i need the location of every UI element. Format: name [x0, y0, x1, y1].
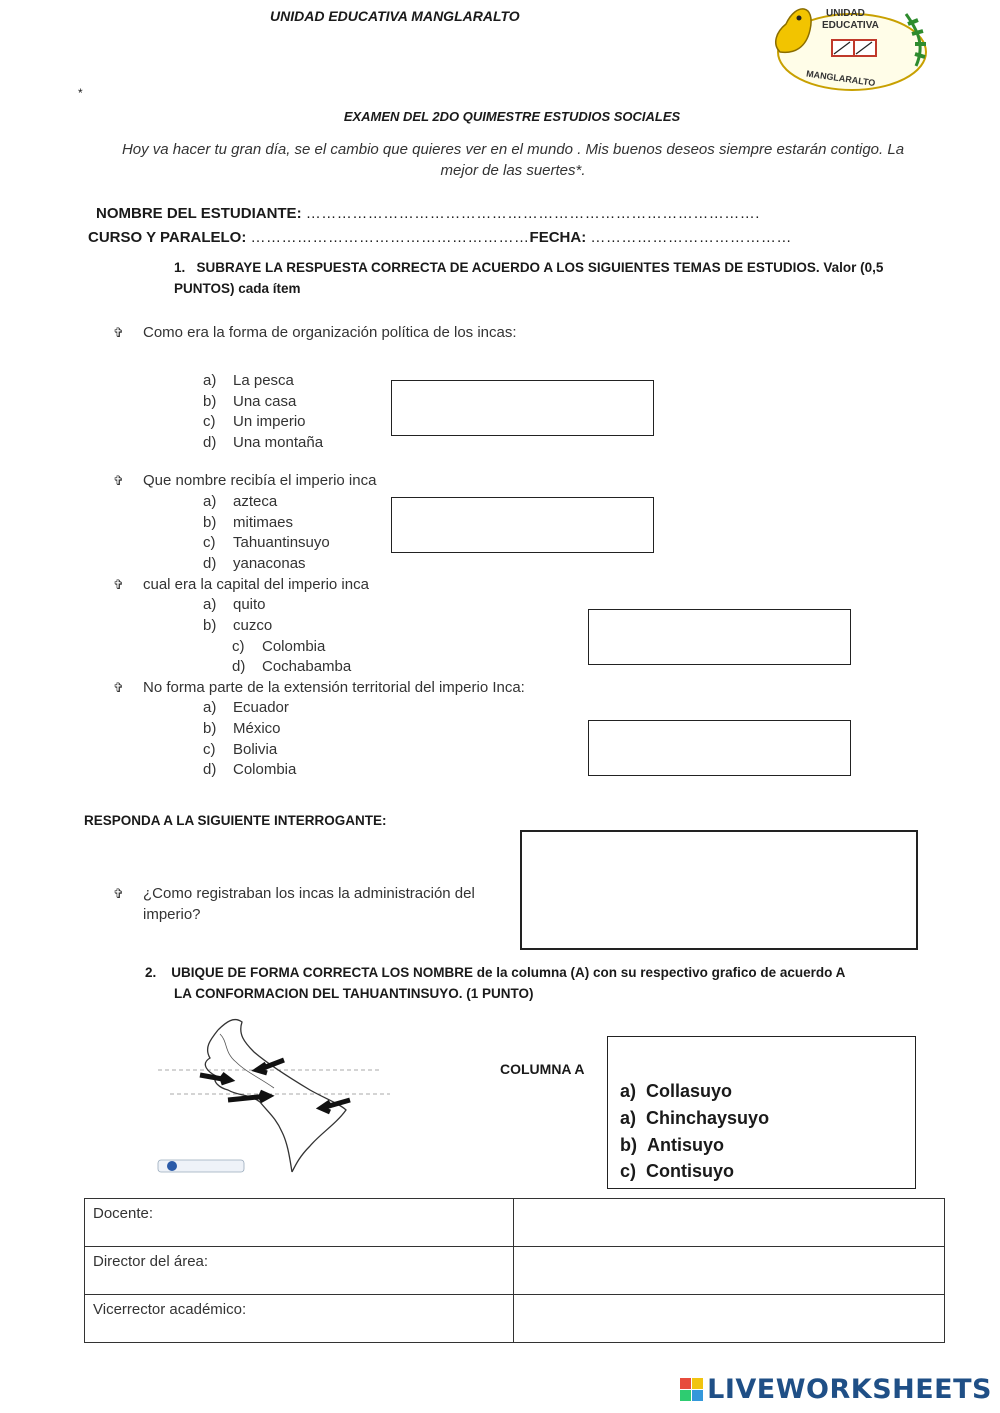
student-name-field[interactable]: …………………………………………………………………………….	[305, 205, 760, 222]
signature-table	[84, 1198, 945, 1343]
student-name-row	[96, 205, 760, 222]
option[interactable]: d) Colombia	[203, 761, 297, 778]
option[interactable]: d) Cochabamba	[232, 658, 352, 675]
answer-box-2[interactable]	[391, 497, 654, 553]
publisher-logo-icon	[167, 1161, 177, 1171]
exam-title: EXAMEN DEL 2DO QUIMESTRE ESTUDIOS SOCIALES	[343, 109, 681, 124]
question-text: cual era la capital del imperio inca	[143, 576, 369, 593]
column-a-item[interactable]: c) Contisuyo	[620, 1161, 735, 1181]
open-question-text: ¿Como registraban los incas la administración del imperio?	[143, 885, 475, 923]
school-name: UNIDAD EDUCATIVA MANGLARALTO	[270, 8, 520, 24]
liveworksheets-watermark	[680, 1374, 992, 1405]
section1-number: 1.	[174, 260, 186, 275]
cross-bullet-icon: ✞	[113, 577, 124, 592]
open-question-heading: RESPONDA A LA SIGUIENTE INTERROGANTE:	[84, 813, 387, 828]
motto-text: Hoy va hacer tu gran día, se el cambio que quieres ver en el mundo . Mis buenos deseos siempre estarán contigo. La mejor de las suertes*.	[121, 141, 905, 179]
question-text: No forma parte de la extensión territorial del imperio Inca:	[143, 679, 525, 696]
option[interactable]: b) cuzco	[203, 617, 273, 634]
liveworksheets-logo: LIVEWORKSHEETS	[707, 1374, 992, 1405]
open-question	[113, 883, 475, 925]
question-text: Que nombre recibía el imperio inca	[143, 472, 377, 489]
option[interactable]: b) mitimaes	[203, 514, 294, 531]
section2-title-line1: UBIQUE DE FORMA CORRECTA LOS NOMBRE de la columna (A) con su respectivo grafico de acuerdo A	[171, 965, 846, 980]
signature-cell[interactable]	[514, 1295, 945, 1343]
answer-box-3[interactable]	[588, 609, 851, 665]
student-name-label: NOMBRE DEL ESTUDIANTE:	[96, 205, 302, 222]
question-3	[113, 576, 369, 593]
tahuantinsuyo-map	[150, 1012, 395, 1177]
course-label: CURSO Y PARALELO:	[88, 229, 247, 246]
signature-label: Vicerrector académico:	[85, 1295, 514, 1343]
date-label: FECHA:	[529, 229, 587, 246]
question-4	[113, 679, 525, 696]
option[interactable]: b) Una casa	[203, 393, 297, 410]
star-mark: *	[78, 86, 83, 100]
logo-text-bottom: MANGLARALTO	[805, 68, 876, 89]
section2-title	[145, 962, 845, 1004]
option[interactable]: a) La pesca	[203, 372, 294, 389]
cross-bullet-icon: ✞	[113, 473, 124, 488]
map-coastline	[205, 1030, 292, 1172]
option[interactable]: a) quito	[203, 596, 266, 613]
option[interactable]: c) Bolivia	[203, 741, 278, 758]
course-field[interactable]: ………………………………………………	[250, 229, 530, 246]
cross-bullet-icon: ✞	[113, 680, 124, 695]
course-date-row	[88, 229, 792, 246]
logo-text-top: UNIDAD	[826, 8, 865, 19]
section2-title-line2: LA CONFORMACION DEL TAHUANTINSUYO. (1 PUNTO)	[174, 986, 534, 1001]
option[interactable]: a) Ecuador	[203, 699, 289, 716]
option[interactable]: c) Un imperio	[203, 413, 306, 430]
table-row	[85, 1247, 945, 1295]
option[interactable]: b) México	[203, 720, 281, 737]
option[interactable]: d) Una montaña	[203, 434, 324, 451]
signature-cell[interactable]	[514, 1199, 945, 1247]
school-logo	[766, 4, 934, 96]
option[interactable]: d) yanaconas	[203, 555, 306, 572]
option[interactable]: c) Tahuantinsuyo	[203, 534, 330, 551]
answer-box-4[interactable]	[588, 720, 851, 776]
signature-label: Director del área:	[85, 1247, 514, 1295]
liveworksheets-badge-icon	[680, 1378, 703, 1401]
signature-cell[interactable]	[514, 1247, 945, 1295]
section2-number: 2.	[145, 965, 157, 980]
question-2	[113, 472, 376, 489]
map-border	[218, 1020, 346, 1172]
open-answer-box[interactable]	[520, 830, 918, 950]
cross-bullet-icon: ✞	[113, 325, 124, 340]
column-a-item[interactable]: a) Collasuyo	[620, 1081, 733, 1101]
table-row	[85, 1199, 945, 1247]
signature-label: Docente:	[85, 1199, 514, 1247]
column-a-label: COLUMNA A	[500, 1061, 585, 1077]
table-row	[85, 1295, 945, 1343]
column-a-item[interactable]: a) Chinchaysuyo	[620, 1108, 770, 1128]
question-1	[113, 324, 517, 341]
section1-title	[174, 257, 883, 299]
section1-title-line2: PUNTOS) cada ítem	[174, 281, 301, 296]
column-a-item[interactable]: b) Antisuyo	[620, 1135, 725, 1155]
option[interactable]: c) Colombia	[232, 638, 326, 655]
question-text: Como era la forma de organización política de los incas:	[143, 324, 517, 341]
cross-bullet-icon: ✞	[113, 886, 124, 901]
date-field[interactable]: …………………………………	[590, 229, 792, 246]
section1-title-line1: SUBRAYE LA RESPUESTA CORRECTA DE ACUERDO A LOS SIGUIENTES TEMAS DE ESTUDIOS. Valor (0,5	[196, 260, 884, 275]
option[interactable]: a) azteca	[203, 493, 278, 510]
answer-box-1[interactable]	[391, 380, 654, 436]
logo-text-mid: EDUCATIVA	[822, 20, 879, 31]
